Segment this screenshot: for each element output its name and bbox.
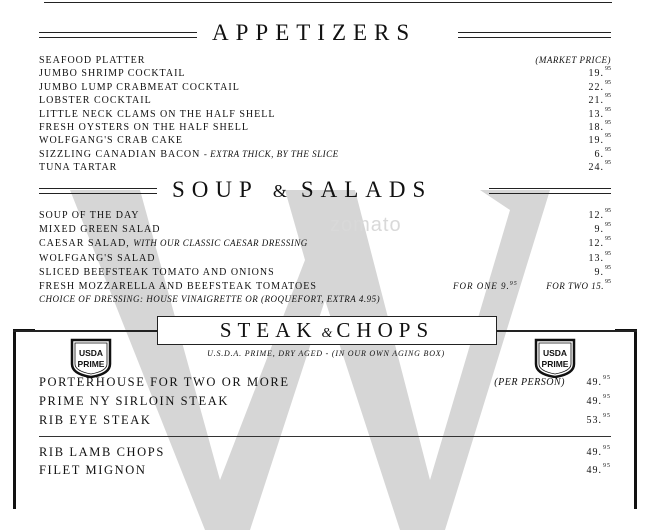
soup-heading-text: SOUP bbox=[172, 177, 259, 202]
steak-rule-right bbox=[494, 330, 637, 332]
steak-item-price: 49.95 bbox=[586, 463, 611, 476]
menu-item-price: 9.95 bbox=[594, 222, 611, 236]
menu-item-price: 18.95 bbox=[588, 120, 611, 133]
dressing-choice: CHOICE OF DRESSING: HOUSE VINAIGRETTE OR (ROQUEFORT, EXTRA 4.95) bbox=[39, 294, 381, 304]
menu-item bbox=[39, 79, 611, 95]
steak-heading-amp: & bbox=[321, 326, 333, 341]
menu-item bbox=[39, 224, 611, 237]
appetizers-rule-left bbox=[39, 32, 197, 38]
menu-item-price: 12.95 bbox=[588, 208, 611, 221]
steak-item-name: FILET MIGNON bbox=[39, 463, 147, 477]
appetizers-rule-right bbox=[458, 32, 611, 38]
salads-heading-text: SALADS bbox=[300, 177, 433, 202]
menu-item-note: - EXTRA THICK, BY THE SLICE bbox=[203, 148, 339, 159]
menu-item-name: JUMBO LUMP CRABMEAT COCKTAIL bbox=[39, 81, 240, 93]
menu-item-name: MIXED GREEN SALAD bbox=[39, 224, 161, 236]
menu-item-price: 6.95 bbox=[594, 146, 611, 160]
menu-item-price: 21.95 bbox=[588, 93, 611, 107]
menu-item-name: LITTLE NECK CLAMS ON THE HALF SHELL bbox=[39, 108, 276, 120]
menu-item-name: WOLFGANG'S SALAD bbox=[39, 252, 156, 264]
steak-item-price: 49.95 bbox=[586, 375, 611, 388]
menu-item-price: 12.95 bbox=[588, 236, 611, 250]
mozzarella-name: FRESH MOZZARELLA AND BEEFSTEAK TOMATOES bbox=[39, 281, 317, 292]
mozzarella-for-one: FOR ONE 9.95 bbox=[453, 281, 518, 291]
steak-item bbox=[39, 463, 611, 479]
steak-item-price: 49.95 bbox=[586, 445, 611, 458]
usda-prime-shield-icon bbox=[533, 338, 577, 378]
menu-item-note: WITH OUR CLASSIC CAESAR DRESSING bbox=[133, 238, 308, 249]
menu-item-price: 24.95 bbox=[588, 160, 611, 174]
menu-item-name: TUNA TARTAR bbox=[39, 162, 118, 174]
menu-item-name: FRESH OYSTERS ON THE HALF SHELL bbox=[39, 122, 249, 133]
menu-item bbox=[39, 146, 611, 162]
steak-item-name: PRIME NY SIRLOIN STEAK bbox=[39, 394, 229, 408]
steak-item-note: (PER PERSON) bbox=[494, 377, 565, 388]
menu-item-name: WOLFGANG'S CRAB CAKE bbox=[39, 135, 184, 147]
badge-prime-label: PRIME bbox=[541, 359, 569, 369]
soup-heading-amp: & bbox=[272, 181, 287, 201]
menu-item-price: 19.95 bbox=[588, 66, 611, 80]
menu-item-price: 9.95 bbox=[594, 264, 611, 278]
steak-heading-text: STEAK bbox=[219, 318, 318, 342]
menu-item-price: (MARKET PRICE) bbox=[535, 55, 611, 65]
menu-item bbox=[39, 210, 611, 223]
steak-divider bbox=[39, 436, 611, 437]
menu-item-name: LOBSTER COCKTAIL bbox=[39, 95, 152, 107]
menu-item-price: 19.95 bbox=[588, 133, 611, 147]
steak-item-name: RIB LAMB CHOPS bbox=[39, 445, 165, 459]
menu-item-name: JUMBO SHRIMP COCKTAIL bbox=[39, 68, 186, 80]
soup-salads-heading bbox=[172, 177, 432, 203]
badge-prime-label: PRIME bbox=[77, 359, 105, 369]
top-rule bbox=[44, 2, 612, 3]
steak-item bbox=[39, 413, 611, 429]
menu-item bbox=[39, 106, 611, 122]
menu-item-name: CAESAR SALAD, WITH OUR CLASSIC CAESAR DRESSING bbox=[39, 238, 308, 250]
menu-item-name: SOUP OF THE DAY bbox=[39, 210, 140, 221]
menu-item-price: 13.95 bbox=[588, 250, 611, 264]
menu-item bbox=[39, 122, 611, 135]
menu-item-name: SIZZLING CANADIAN BACON - EXTRA THICK, BY THE SLICE bbox=[39, 148, 339, 160]
steak-box-right-border bbox=[634, 329, 637, 509]
menu-item bbox=[39, 264, 611, 280]
steak-item bbox=[39, 394, 611, 410]
steak-item-name: RIB EYE STEAK bbox=[39, 413, 152, 427]
menu-item-name: SLICED BEEFSTEAK TOMATO AND ONIONS bbox=[39, 266, 275, 278]
menu-item bbox=[39, 55, 611, 68]
steak-item-price: 53.95 bbox=[586, 413, 611, 426]
steak-chops-heading bbox=[157, 316, 497, 345]
steak-item-price: 49.95 bbox=[586, 394, 611, 407]
menu-item-price: 13.95 bbox=[588, 106, 611, 120]
menu-item-price: 22.95 bbox=[588, 79, 611, 93]
menu-item-name: SEAFOOD PLATTER bbox=[39, 55, 146, 66]
mozzarella-row bbox=[39, 281, 611, 294]
badge-usda-label: USDA bbox=[78, 348, 104, 358]
steak-subtitle: U.S.D.A. PRIME, DRY AGED - (IN OUR OWN AGING BOX) bbox=[207, 349, 445, 358]
steak-item bbox=[39, 375, 611, 391]
menu-item bbox=[39, 238, 611, 251]
soup-rule-right bbox=[489, 188, 611, 194]
mozzarella-for-two: FOR TWO 15.95 bbox=[546, 279, 611, 291]
menu-item bbox=[39, 135, 611, 148]
menu-item bbox=[39, 162, 611, 175]
badge-usda-label: USDA bbox=[542, 348, 568, 358]
steak-item bbox=[39, 445, 611, 461]
steak-item-name: PORTERHOUSE FOR TWO OR MORE bbox=[39, 375, 290, 389]
soup-rule-left bbox=[39, 188, 157, 194]
chops-heading-text: CHOPS bbox=[336, 318, 435, 342]
appetizers-heading: APPETIZERS bbox=[212, 20, 417, 45]
menu-item bbox=[39, 95, 611, 108]
zomato-watermark: zomato bbox=[330, 214, 402, 236]
steak-box-left-border bbox=[13, 329, 16, 509]
steak-rule-left bbox=[13, 330, 158, 332]
menu-item bbox=[39, 68, 611, 81]
usda-prime-shield-icon bbox=[69, 338, 113, 378]
menu-item bbox=[39, 250, 611, 266]
